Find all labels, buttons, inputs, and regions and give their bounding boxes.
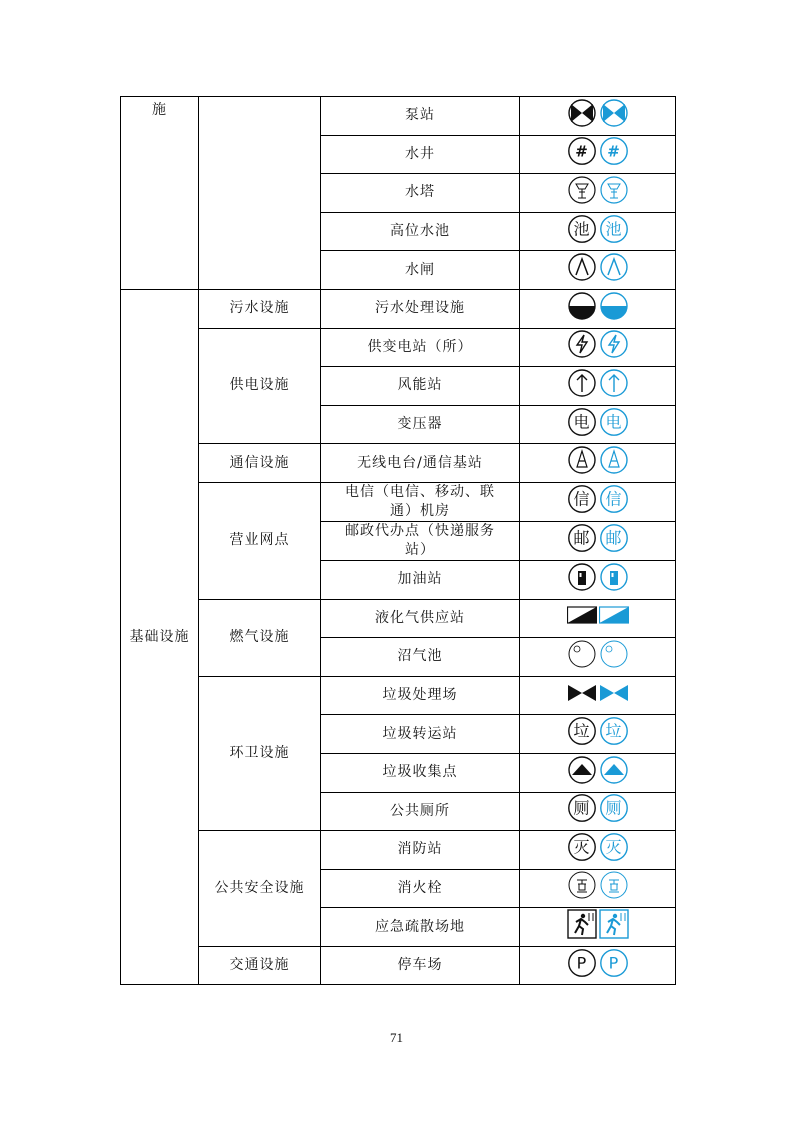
item-name-cell: 垃圾处理场 <box>321 676 520 715</box>
table-row <box>121 328 676 367</box>
post-office-icon-blue <box>599 523 629 553</box>
item-name-cell: 供变电站（所） <box>321 328 520 367</box>
public-toilet-icon-black <box>567 793 597 823</box>
symbol-pair <box>567 214 629 244</box>
svg-text:垃: 垃 <box>572 721 591 741</box>
fire-station-icon-blue <box>599 832 629 862</box>
subcategory-cell: 公共安全设施 <box>199 831 321 947</box>
symbol-pair <box>567 909 629 939</box>
symbol-pair <box>567 136 629 166</box>
gas-station-icon-blue <box>599 562 629 592</box>
item-name-cell: 水井 <box>321 135 520 174</box>
table-row <box>121 482 676 521</box>
sewage-treatment-icon-blue <box>599 291 629 321</box>
pump-station-icon-blue <box>599 98 629 128</box>
waste-transfer-icon-blue <box>599 716 629 746</box>
water-well-icon-blue <box>599 136 629 166</box>
subcategory-cell: 营业网点 <box>199 482 321 599</box>
symbol-cell <box>520 715 676 754</box>
svg-text:邮: 邮 <box>604 528 623 548</box>
symbol-cell <box>520 599 676 638</box>
symbol-cell <box>520 289 676 328</box>
fire-station-icon-black <box>567 832 597 862</box>
table-row <box>121 97 676 136</box>
symbol-pair <box>567 639 629 669</box>
transformer-icon-black <box>567 407 597 437</box>
item-name-cell: 停车场 <box>321 946 520 985</box>
item-name-cell: 垃圾转运站 <box>321 715 520 754</box>
public-toilet-icon-blue <box>599 793 629 823</box>
subcategory-cell: 污水设施 <box>199 289 321 328</box>
item-name-cell: 垃圾收集点 <box>321 753 520 792</box>
fire-hydrant-icon-blue <box>599 870 629 900</box>
waste-transfer-icon-black <box>567 716 597 746</box>
symbol-cell <box>520 676 676 715</box>
subcategory-cell: 通信设施 <box>199 444 321 483</box>
radio-station-icon-black <box>567 445 597 475</box>
svg-text:邮: 邮 <box>572 528 591 548</box>
sluice-icon-blue <box>599 252 629 282</box>
item-name-cell: 液化气供应站 <box>321 599 520 638</box>
table-row <box>121 676 676 715</box>
symbol-pair <box>567 484 629 514</box>
symbol-cell <box>520 869 676 908</box>
symbol-pair <box>567 445 629 475</box>
item-name-cell: 消火栓 <box>321 869 520 908</box>
waste-treatment-icon-black <box>567 678 597 708</box>
lpg-station-icon-blue <box>599 600 629 630</box>
subcategory-cell: 环卫设施 <box>199 676 321 830</box>
table-row <box>121 831 676 870</box>
symbol-pair <box>567 678 629 708</box>
svg-text:P: P <box>608 953 619 973</box>
svg-text:厕: 厕 <box>604 798 623 818</box>
table-row <box>121 946 676 985</box>
lpg-station-icon-black <box>567 600 597 630</box>
sluice-icon-black <box>567 252 597 282</box>
symbol-cell <box>520 251 676 290</box>
symbol-cell <box>520 405 676 444</box>
item-name-cell: 无线电台/通信基站 <box>321 444 520 483</box>
svg-text:信: 信 <box>572 489 591 509</box>
symbol-pair <box>567 755 629 785</box>
item-name-cell: 风能站 <box>321 367 520 406</box>
item-name-cell: 邮政代办点（快递服务站） <box>321 521 520 560</box>
pump-station-icon-black <box>567 98 597 128</box>
emergency-evacuation-icon-black <box>567 909 597 939</box>
symbol-cell <box>520 135 676 174</box>
parking-icon-black <box>567 948 597 978</box>
symbol-pair <box>567 948 629 978</box>
svg-text:电: 电 <box>572 412 591 432</box>
table-row <box>121 289 676 328</box>
category-cell: 基础设施 <box>121 289 199 985</box>
svg-text:信: 信 <box>604 489 623 509</box>
high-pool-icon-blue <box>599 214 629 244</box>
table-row <box>121 599 676 638</box>
symbol-pair <box>567 407 629 437</box>
symbol-cell <box>520 753 676 792</box>
gas-station-icon-black <box>567 562 597 592</box>
symbol-cell <box>520 444 676 483</box>
item-name-cell: 公共厕所 <box>321 792 520 831</box>
wind-station-icon-blue <box>599 368 629 398</box>
telecom-room-icon-blue <box>599 484 629 514</box>
symbol-cell <box>520 946 676 985</box>
water-tower-icon-blue <box>599 175 629 205</box>
power-substation-icon-blue <box>599 329 629 359</box>
transformer-icon-blue <box>599 407 629 437</box>
symbol-cell <box>520 638 676 677</box>
symbol-table <box>120 96 676 985</box>
symbol-pair <box>567 523 629 553</box>
wind-station-icon-black <box>567 368 597 398</box>
symbol-cell <box>520 792 676 831</box>
symbol-cell <box>520 212 676 251</box>
item-name-cell: 水闸 <box>321 251 520 290</box>
symbol-pair <box>567 175 629 205</box>
fire-hydrant-icon-black <box>567 870 597 900</box>
biogas-pool-icon-black <box>567 639 597 669</box>
item-name-cell: 电信（电信、移动、联通）机房 <box>321 482 520 521</box>
category-cell: 施 <box>121 97 199 290</box>
symbol-pair <box>567 368 629 398</box>
high-pool-icon-black <box>567 214 597 244</box>
item-name-cell: 应急疏散场地 <box>321 908 520 947</box>
subcategory-cell: 供电设施 <box>199 328 321 444</box>
symbol-pair <box>567 329 629 359</box>
symbol-cell <box>520 328 676 367</box>
table-row <box>121 444 676 483</box>
svg-text:P: P <box>576 953 587 973</box>
symbol-cell <box>520 908 676 947</box>
symbol-cell <box>520 831 676 870</box>
item-name-cell: 高位水池 <box>321 212 520 251</box>
symbol-cell <box>520 367 676 406</box>
power-substation-icon-black <box>567 329 597 359</box>
svg-text:电: 电 <box>604 412 623 432</box>
symbol-pair <box>567 870 629 900</box>
symbol-pair <box>567 98 629 128</box>
sewage-treatment-icon-black <box>567 291 597 321</box>
symbol-pair <box>567 252 629 282</box>
svg-text:灭: 灭 <box>604 837 623 857</box>
svg-text:垃: 垃 <box>604 721 623 741</box>
svg-text:#: # <box>574 142 589 161</box>
emergency-evacuation-icon-blue <box>599 909 629 939</box>
radio-station-icon-blue <box>599 445 629 475</box>
symbol-pair <box>567 832 629 862</box>
svg-text:池: 池 <box>604 219 623 239</box>
symbol-pair <box>567 793 629 823</box>
waste-collection-icon-blue <box>599 755 629 785</box>
item-name-cell: 泵站 <box>321 97 520 136</box>
parking-icon-blue <box>599 948 629 978</box>
symbol-cell <box>520 174 676 213</box>
water-well-icon-black <box>567 136 597 166</box>
subcategory-cell: 燃气设施 <box>199 599 321 676</box>
waste-collection-icon-black <box>567 755 597 785</box>
water-tower-icon-black <box>567 175 597 205</box>
biogas-pool-icon-blue <box>599 639 629 669</box>
post-office-icon-black <box>567 523 597 553</box>
page-number: 71 <box>390 1030 403 1045</box>
svg-text:灭: 灭 <box>572 837 591 857</box>
symbol-cell <box>520 560 676 599</box>
svg-text:池: 池 <box>572 219 591 239</box>
symbol-pair <box>567 562 629 592</box>
item-name-cell: 消防站 <box>321 831 520 870</box>
waste-treatment-icon-blue <box>599 678 629 708</box>
telecom-room-icon-black <box>567 484 597 514</box>
subcategory-cell <box>199 97 321 290</box>
symbol-cell <box>520 97 676 136</box>
svg-text:厕: 厕 <box>572 798 591 818</box>
symbol-pair <box>567 600 629 630</box>
item-name-cell: 污水处理设施 <box>321 289 520 328</box>
item-name-cell: 变压器 <box>321 405 520 444</box>
item-name-cell: 沼气池 <box>321 638 520 677</box>
symbol-pair <box>567 716 629 746</box>
item-name-cell: 加油站 <box>321 560 520 599</box>
symbol-pair <box>567 291 629 321</box>
item-name-cell: 水塔 <box>321 174 520 213</box>
subcategory-cell: 交通设施 <box>199 946 321 985</box>
symbol-cell <box>520 521 676 560</box>
svg-text:#: # <box>606 142 621 161</box>
symbol-cell <box>520 482 676 521</box>
